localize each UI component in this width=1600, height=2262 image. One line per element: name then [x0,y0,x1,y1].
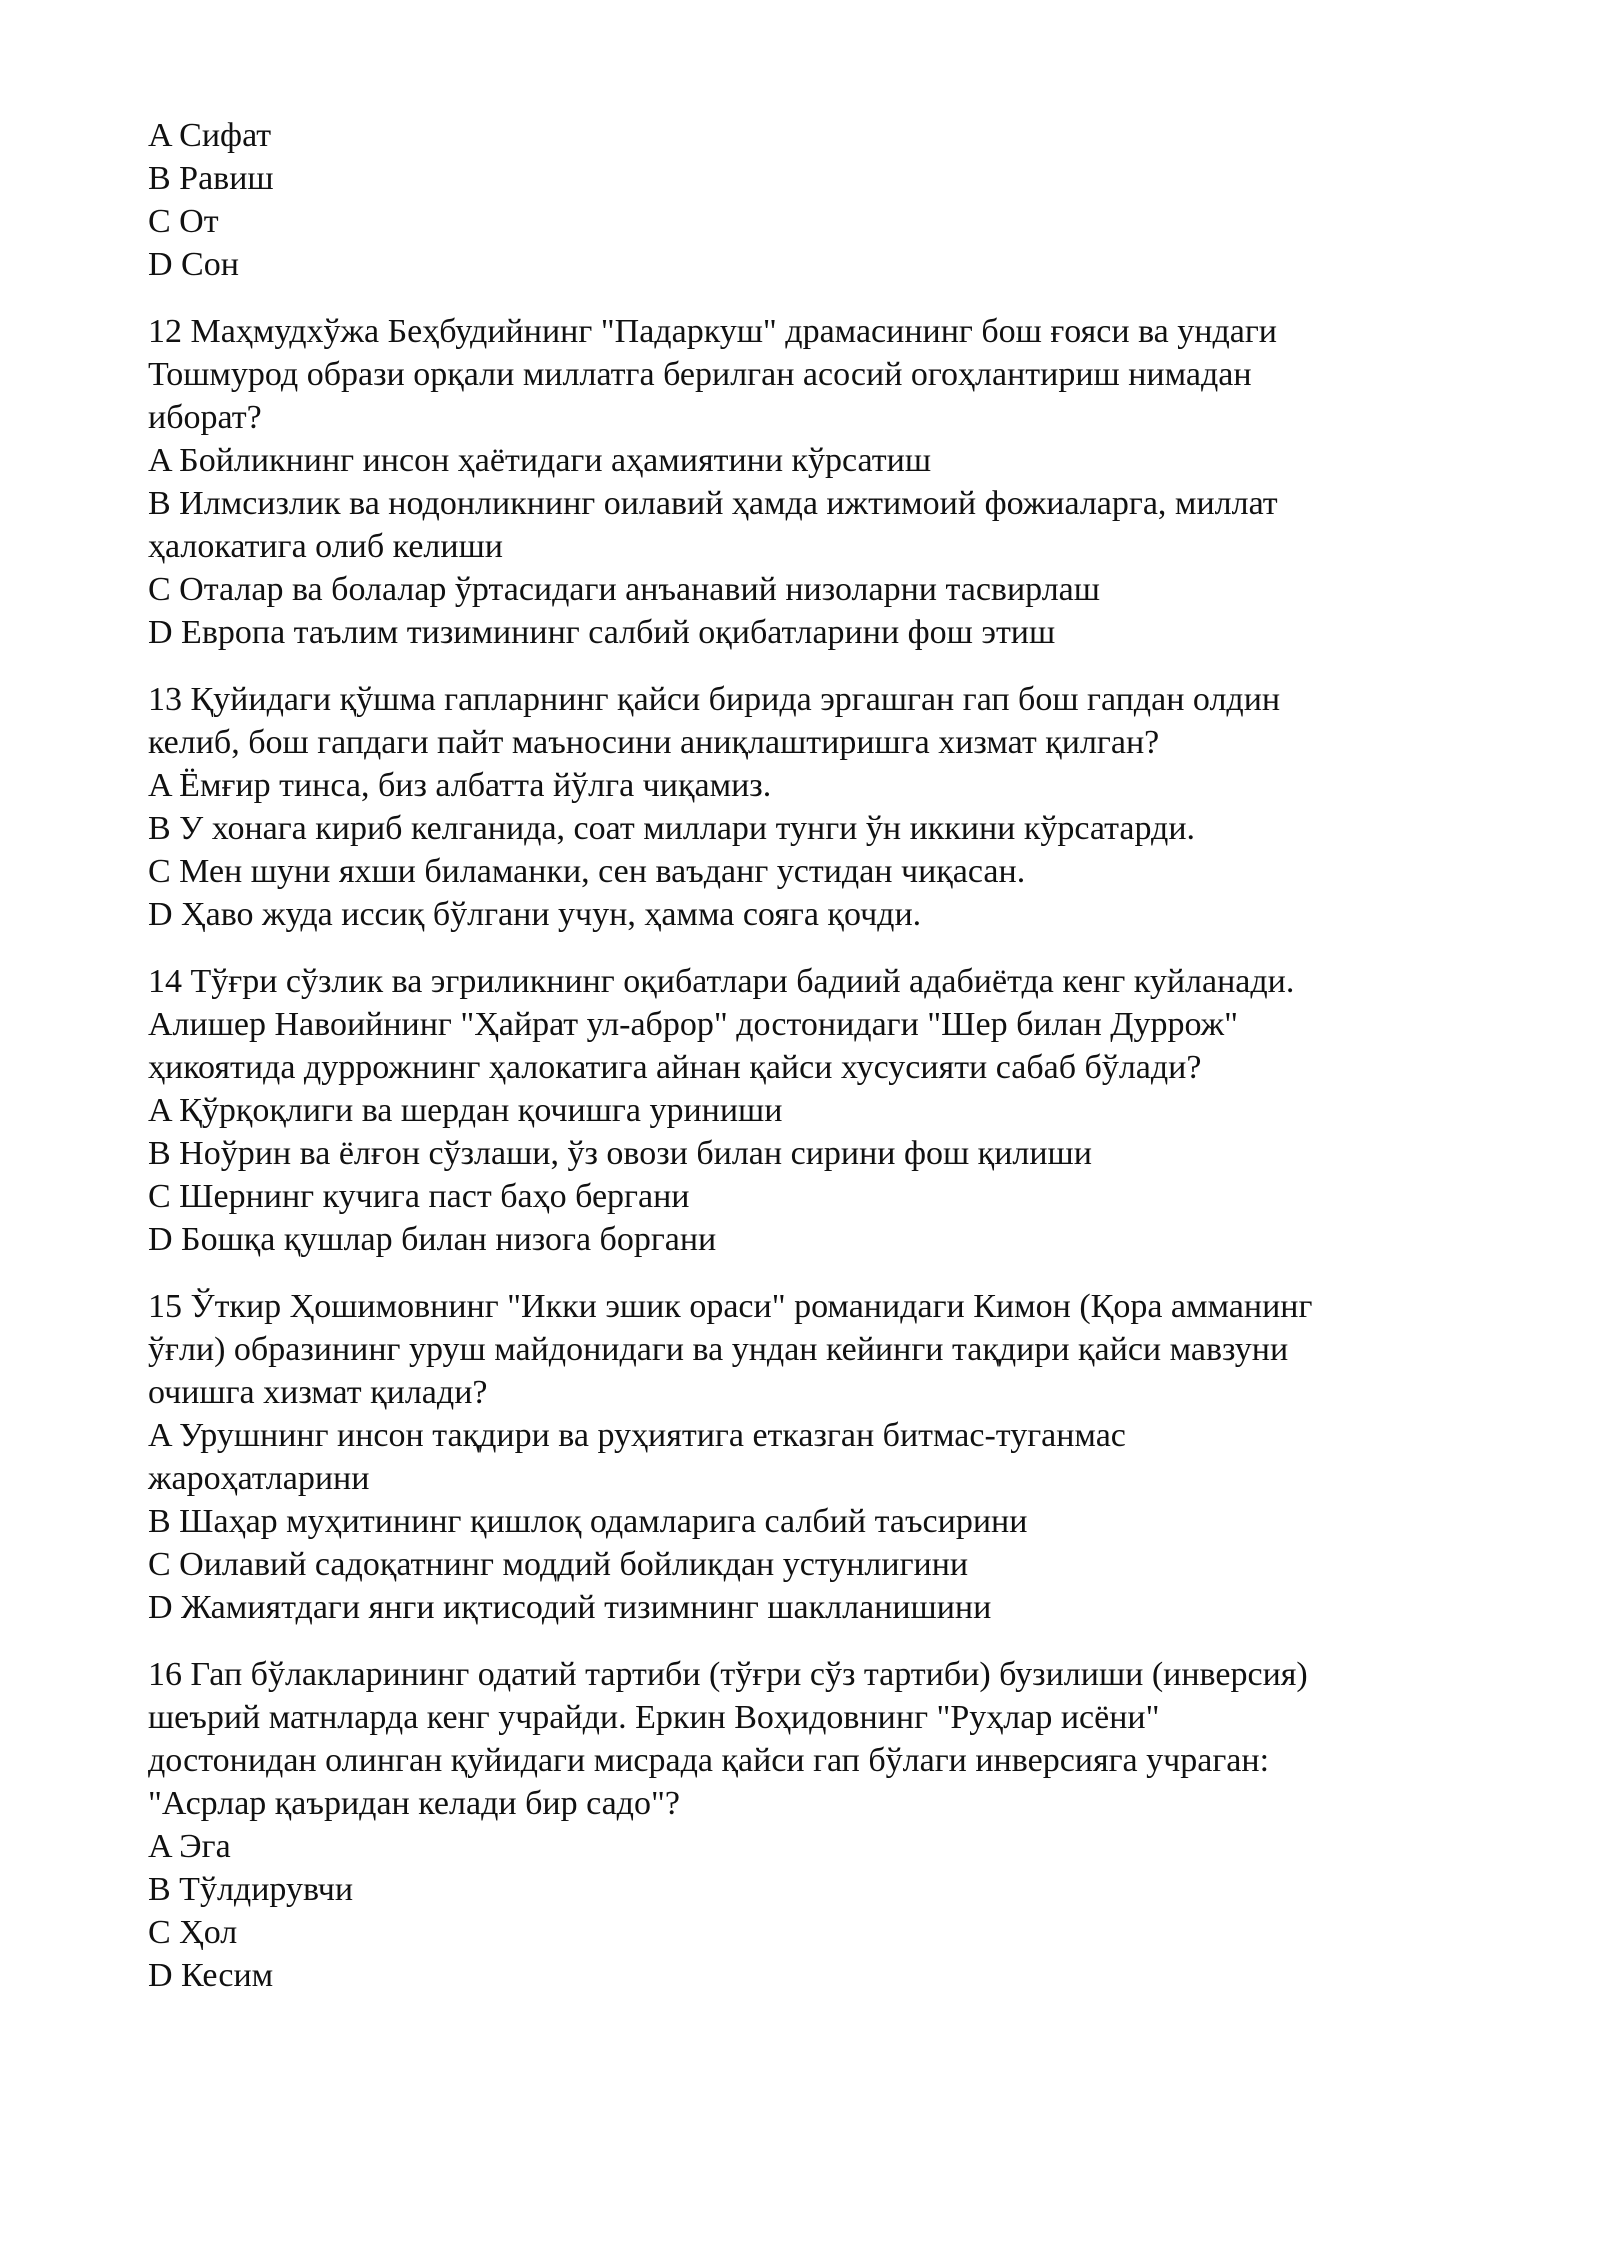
answer-option [148,1586,1468,1629]
question-stem-line: ҳикоятида дуррожнинг ҳалокатига айнан қайси хусусияти сабаб бўлади? [148,1049,1202,1086]
question-stem [148,310,1468,439]
answer-option-line: C Мен шуни яхши биламанки, сен ваъданг устидан чиқасан. [148,853,1026,890]
answer-option-line: C Ҳол [148,1914,238,1951]
question-stem-line: 12 Маҳмудхўжа Беҳбудийнинг "Падаркуш" драмасининг бош ғояси ва ундаги [148,313,1277,350]
answer-option: A Сифат [148,117,272,154]
answer-option: D Сон [148,246,239,283]
answer-option [148,893,1468,936]
question-15 [148,1285,1468,1629]
answer-option [148,850,1468,893]
answer-option-line: D Ҳаво жуда иссиқ бўлгани учун, ҳамма сояга қочди. [148,896,922,933]
answer-option-line: B У хонага кириб келганида, соат миллари тунги ўн иккини кўрсатарди. [148,810,1196,847]
answer-option [148,482,1468,568]
answer-option [148,1414,1468,1500]
answer-option-line: D Жамиятдаги янги иқтисодий тизимнинг шаклланишини [148,1589,992,1626]
question-stem-line: очишга хизмат қилади? [148,1374,488,1411]
answer-option-line: ҳалокатига олиб келиши [148,528,503,565]
answer-option [148,1543,1468,1586]
question-12 [148,310,1468,654]
question-stem-line: "Асрлар қаъридан келади бир садо"? [148,1785,680,1822]
question-stem-line: Алишер Навоийнинг "Ҳайрат ул-аброр" достонидаги "Шер билан Дуррож" [148,1006,1239,1043]
answer-option: C От [148,203,219,240]
answer-option-line: D Бошқа қушлар билан низога боргани [148,1221,717,1258]
answer-option [148,1500,1468,1543]
question-stem-line: 16 Гап бўлакларининг одатий тартиби (тўғри сўз тартиби) бузилиши (инверсия) [148,1656,1308,1693]
answer-option-line: A Қўрқоқлиги ва шердан қочишга уриниши [148,1092,783,1129]
question-14 [148,960,1468,1261]
question-stem-line: шеърий матнларда кенг учрайди. Еркин Воҳидовнинг "Руҳлар исёни" [148,1699,1160,1736]
answer-option [148,611,1468,654]
answer-option-line: B Илмсизлик ва нодонликнинг оилавий ҳамда ижтимоий фожиаларга, миллат [148,485,1278,522]
answer-option-line: жароҳатларини [148,1460,370,1497]
answer-option [148,1132,1468,1175]
answer-option-line: B Тўлдирувчи [148,1871,354,1908]
question-stem [148,678,1468,764]
question-stem-line: 13 Қуйидаги қўшма гапларнинг қайси бирида эргашган гап бош гапдан олдин [148,681,1281,718]
answer-option-line: C Оилавий садоқатнинг моддий бойликдан устунлигини [148,1546,969,1583]
answer-option [148,568,1468,611]
lead-options [148,114,1468,286]
question-stem [148,1653,1468,1825]
document-page [148,114,1468,1997]
answer-option-line: A Ёмғир тинса, биз албатта йўлга чиқамиз. [148,767,772,804]
answer-option [148,807,1468,850]
question-stem [148,960,1468,1089]
answer-option-line: D Европа таълим тизимининг салбий оқибатларини фош этиш [148,614,1056,651]
answer-option [148,1868,1468,1911]
answer-option [148,1089,1468,1132]
answer-option [148,1218,1468,1261]
question-stem-line: достонидан олинган қуйидаги мисрада қайси гап бўлаги инверсияга учраган: [148,1742,1270,1779]
question-stem-line: келиб, бош гапдаги пайт маъносини аниқлаштиришга хизмат қилган? [148,724,1160,761]
question-stem-line: иборат? [148,399,262,436]
answer-option [148,1825,1468,1868]
answer-option-line: A Бойликнинг инсон ҳаётидаги аҳамиятини кўрсатиш [148,442,931,479]
question-13 [148,678,1468,936]
question-stem-line: Тошмурод образи орқали миллатга берилган асосий огоҳлантириш нимадан [148,356,1252,393]
answer-option [148,439,1468,482]
question-stem [148,1285,1468,1414]
answer-option-line: A Эга [148,1828,231,1865]
question-stem-line: 14 Тўғри сўзлик ва эгриликнинг оқибатлари бадиий адабиётда кенг куйланади. [148,963,1295,1000]
answer-option-line: C Оталар ва болалар ўртасидаги анъанавий низоларни тасвирлаш [148,571,1100,608]
question-stem-line: 15 Ўткир Ҳошимовнинг "Икки эшик ораси" романидаги Кимон (Қора амманинг [148,1288,1313,1325]
answer-option-line: B Ноўрин ва ёлғон сўзлаши, ўз овози билан сирини фош қилиши [148,1135,1092,1172]
answer-option [148,1175,1468,1218]
question-stem-line: ўғли) образининг уруш майдонидаги ва ундан кейинги тақдири қайси мавзуни [148,1331,1289,1368]
answer-option [148,764,1468,807]
answer-option [148,1954,1468,1997]
answer-option [148,1911,1468,1954]
answer-option-line: C Шернинг кучига паст баҳо бергани [148,1178,690,1215]
question-16 [148,1653,1468,1997]
answer-option-line: B Шаҳар муҳитининг қишлоқ одамларига салбий таъсирини [148,1503,1028,1540]
answer-option-line: D Кесим [148,1957,274,1994]
answer-option-line: A Урушнинг инсон тақдири ва руҳиятига етказган битмас-туганмас [148,1417,1126,1454]
answer-option: B Равиш [148,160,274,197]
